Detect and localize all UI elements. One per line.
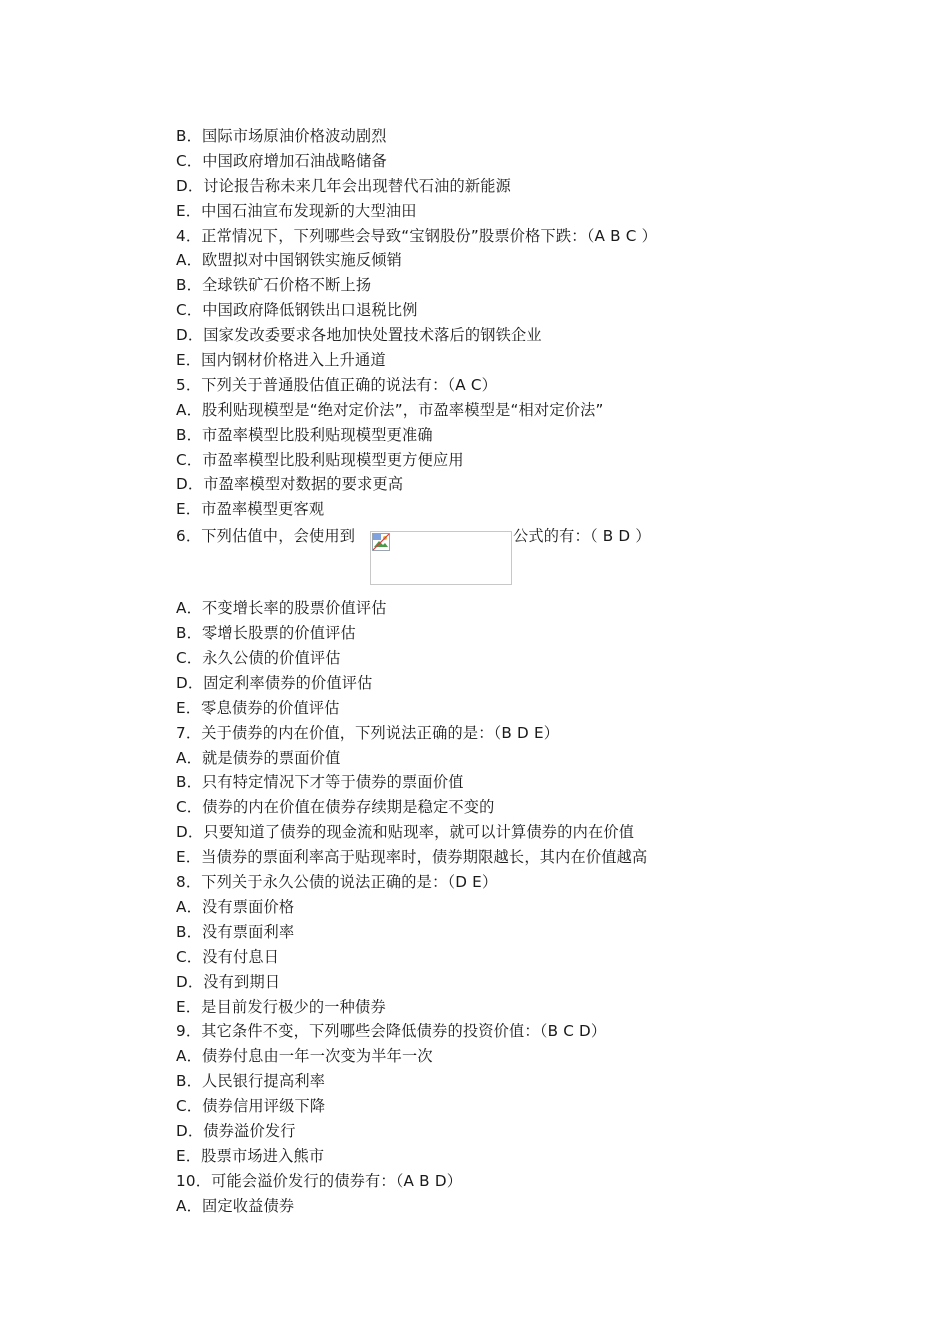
text-line: 9．其它条件不变，下列哪些会降低债券的投资价值：（B C D） (176, 1022, 607, 1041)
text-line: E．中国石油宣布发现新的大型油田 (176, 201, 417, 220)
text-line: A．欧盟拟对中国钢铁实施反倾销 (176, 251, 403, 270)
text-line: 4．正常情况下，下列哪些会导致“宝钢股份”股票价格下跌：（A B C ） (176, 226, 657, 245)
lines-after-question-6 (176, 596, 876, 1218)
broken-image-icon (372, 533, 390, 551)
text-line: E．国内钢材价格进入上升通道 (176, 351, 386, 370)
text-line: E．市盈率模型更客观 (176, 500, 325, 519)
text-line: D．固定利率债券的价值评估 (176, 673, 373, 692)
text-line: C．永久公债的价值评估 (176, 649, 341, 668)
text-line: E．当债券的票面利率高于贴现率时，债券期限越长，其内在价值越高 (176, 848, 648, 867)
text-line: E．股票市场进入熊市 (176, 1146, 325, 1165)
text-line: 10．可能会溢价发行的债券有：（A B D） (176, 1171, 463, 1190)
text-line: C．中国政府降低钢铁出口退税比例 (176, 301, 418, 320)
text-line: D．只要知道了债券的现金流和贴现率，就可以计算债券的内在价值 (176, 823, 635, 842)
text-line: A．就是债券的票面价值 (176, 748, 341, 767)
text-line: 7．关于债券的内在价值，下列说法正确的是：（B D E） (176, 723, 560, 742)
text-line: E．零息债券的价值评估 (176, 698, 340, 717)
question-6-prefix: 6．下列估值中，会使用到 (176, 527, 356, 546)
formula-image (370, 531, 512, 585)
text-line: B．没有票面利率 (176, 922, 295, 941)
text-line: A．没有票面价格 (176, 897, 295, 916)
question-6-suffix: 公式的有：（ B D ） (513, 527, 651, 546)
text-line: D．国家发改委要求各地加快处置技术落后的钢铁企业 (176, 326, 542, 345)
text-line: D．没有到期日 (176, 972, 281, 991)
text-line: C．债券的内在价值在债券存续期是稳定不变的 (176, 798, 495, 817)
text-line: B．全球铁矿石价格不断上扬 (176, 276, 372, 295)
text-line: C．没有付息日 (176, 947, 280, 966)
text-line: B．人民银行提高利率 (176, 1072, 326, 1091)
text-line: B．市盈率模型比股利贴现模型更准确 (176, 425, 433, 444)
text-line: C．市盈率模型比股利贴现模型更方便应用 (176, 450, 464, 469)
text-line: D．债券溢价发行 (176, 1121, 296, 1140)
text-line: A．不变增长率的股票价值评估 (176, 599, 387, 618)
text-line: D．讨论报告称未来几年会出现替代石油的新能源 (176, 176, 512, 195)
text-line: C．债券信用评级下降 (176, 1097, 326, 1116)
text-line: E．是目前发行极少的一种债券 (176, 997, 386, 1016)
text-line: B．零增长股票的价值评估 (176, 624, 356, 643)
lines-before-question-6 (176, 124, 876, 522)
text-line: B．国际市场原油价格波动剧烈 (176, 127, 387, 145)
question-6 (176, 522, 876, 596)
text-line: D．市盈率模型对数据的要求更高 (176, 475, 404, 494)
text-line: C．中国政府增加石油战略储备 (176, 151, 387, 170)
text-line: 5．下列关于普通股估值正确的说法有：（A C） (176, 375, 498, 394)
text-line: A．股利贴现模型是“绝对定价法”，市盈率模型是“相对定价法” (176, 400, 604, 419)
text-line: A．债券付息由一年一次变为半年一次 (176, 1047, 433, 1066)
question-list (176, 124, 876, 1219)
text-line: 8．下列关于永久公债的说法正确的是：（D E） (176, 873, 498, 892)
text-line: A．固定收益债券 (176, 1196, 295, 1215)
text-line: B．只有特定情况下才等于债券的票面价值 (176, 773, 464, 792)
